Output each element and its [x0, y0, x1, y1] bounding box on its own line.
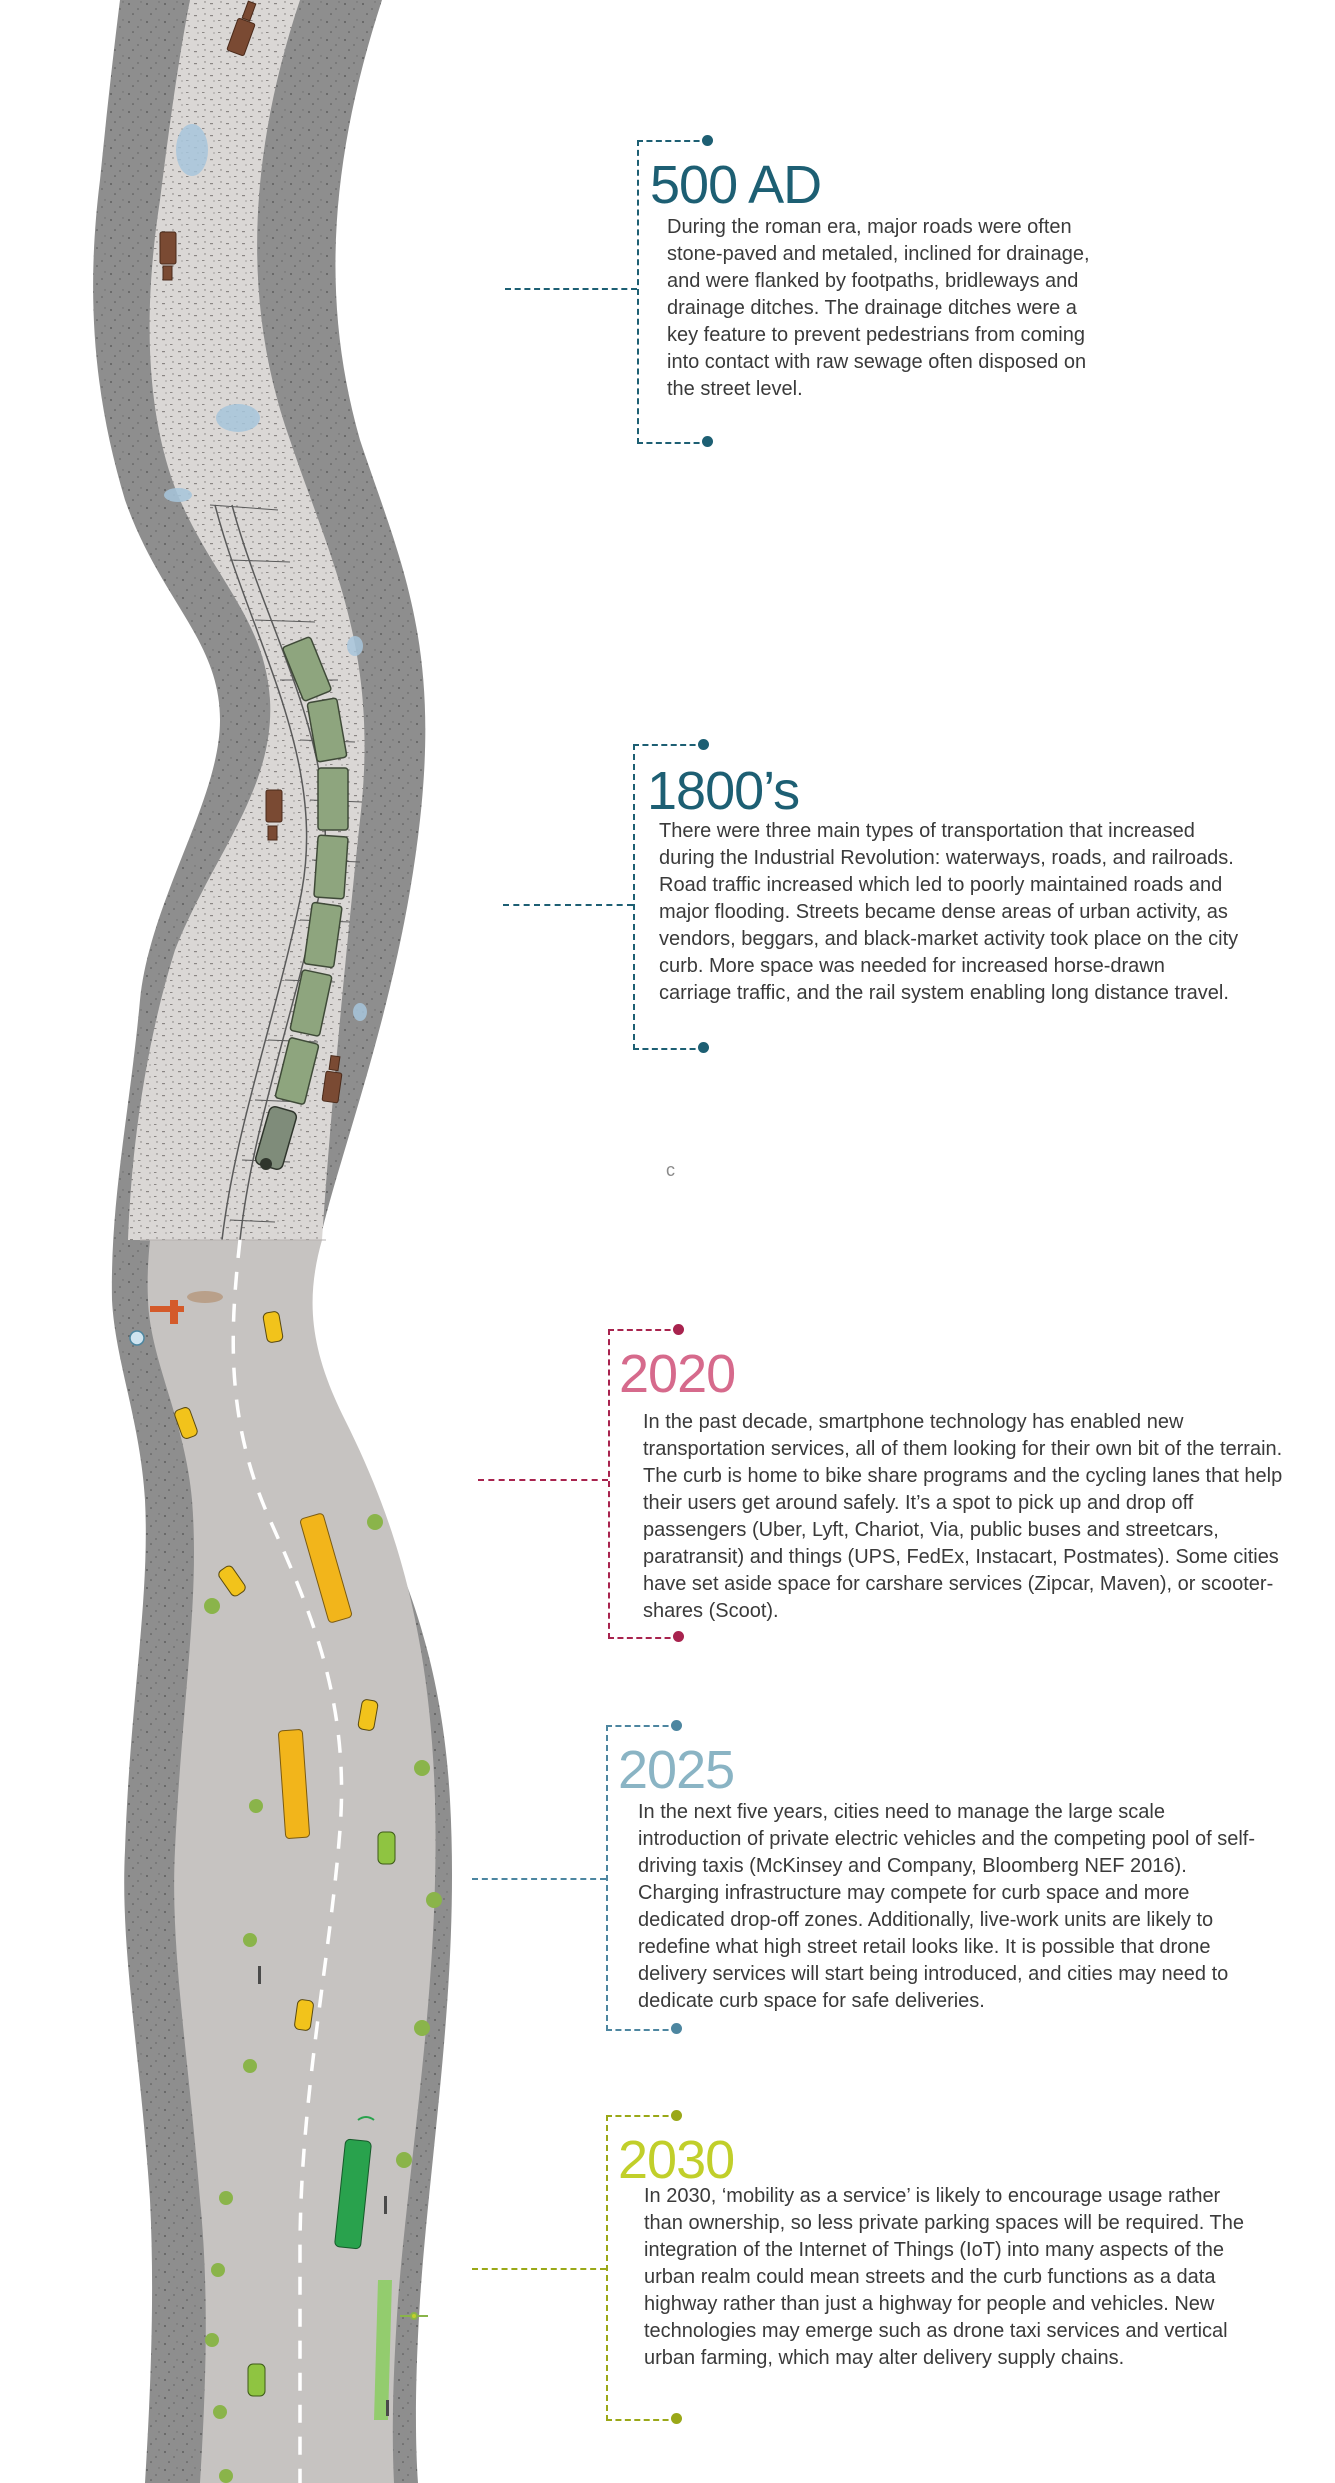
timeline-year: 1800’s	[647, 761, 800, 821]
timeline-description: During the roman era, major roads were often stone-paved and metaled, inclined for drainage, and were flanked by footpaths, bridleways and drainage ditches. The drainage ditches were a key feature to prevent pedestrians from coming into contact with raw sewage often disposed on the street level.	[667, 216, 1090, 400]
bracket-dot-top	[671, 1720, 682, 1731]
timeline-description: In 2030, ‘mobility as a service’ is likely to encourage usage rather than ownership, so less private parking spaces will be required. The integration of the Internet of Things (IoT) into many aspects of the urban realm could mean streets and the curb functions as a data highway rather than just a highway for people and vehicles. New technologies may emerge such as drone taxi services and vertical urban farming, which may alter delivery supply chains.	[644, 2185, 1244, 2369]
timeline-year: 500 AD	[650, 155, 822, 215]
timeline-entry-1800s	[503, 742, 1283, 1052]
bracket-dot-top	[698, 739, 709, 750]
timeline-description: In the next five years, cities need to manage the large scale introduction of private electric vehicles and the competing pool of self-driving taxis (McKinsey and Company, Bloomberg NEF 2016). Charging infrastructure may compete for curb space and more dedicated drop-off zones. Additionally, live-work units are likely to redefine what high street retail looks like. It is possible that drone delivery services will start being introduced, and cities may need to dedicate curb space for safe deliveries.	[638, 1801, 1256, 2012]
timeline-year: 2025	[618, 1740, 735, 1800]
connector-line	[478, 1479, 608, 1481]
bracket-dot-top	[673, 1324, 684, 1335]
bracket-dot-bottom	[698, 1042, 709, 1053]
bracket-dot-bottom	[702, 436, 713, 447]
timeline-entry-500ad	[505, 138, 1105, 448]
timeline-entry-2030	[472, 2113, 1292, 2423]
bracket-dot-top	[671, 2110, 682, 2121]
connector-line	[503, 904, 633, 906]
timeline-year: 2020	[619, 1344, 736, 1404]
timeline-entry-2025	[472, 1723, 1292, 2033]
connector-line	[472, 2268, 606, 2270]
bracket-dot-bottom	[671, 2023, 682, 2034]
connector-line	[472, 1878, 606, 1880]
connector-line	[505, 288, 637, 290]
timeline-description: There were three main types of transportation that increased during the Industrial Revolution: waterways, roads, and railroads. Road traffic increased which led to poorly maintained roads and major flooding. Streets became dense areas of urban activity, as vendors, beggars, and black-market activity took place on the city curb. More space was needed for increased horse-drawn carriage traffic, and the rail system enabling long distance travel.	[659, 820, 1239, 1004]
stray-glyph: c	[666, 1160, 675, 1180]
timeline-description: In the past decade, smartphone technology has enabled new transportation services, all of them looking for their own bit of the terrain. The curb is home to bike share programs and the cycling lanes that help their users get around safely. It’s a spot to pick up and drop off passengers (Uber, Lyft, Chariot, Via, public buses and streetcars, paratransit) and things (UPS, FedEx, Instacart, Postmates). Some cities have set aside space for carshare services (Zipcar, Maven), or scooter-shares (Scoot).	[643, 1411, 1283, 1622]
timeline-entry-2020	[478, 1327, 1298, 1647]
bracket-dot-bottom	[671, 2413, 682, 2424]
timeline-year: 2030	[618, 2130, 735, 2190]
bracket-dot-top	[702, 135, 713, 146]
bracket-dot-bottom	[673, 1631, 684, 1642]
